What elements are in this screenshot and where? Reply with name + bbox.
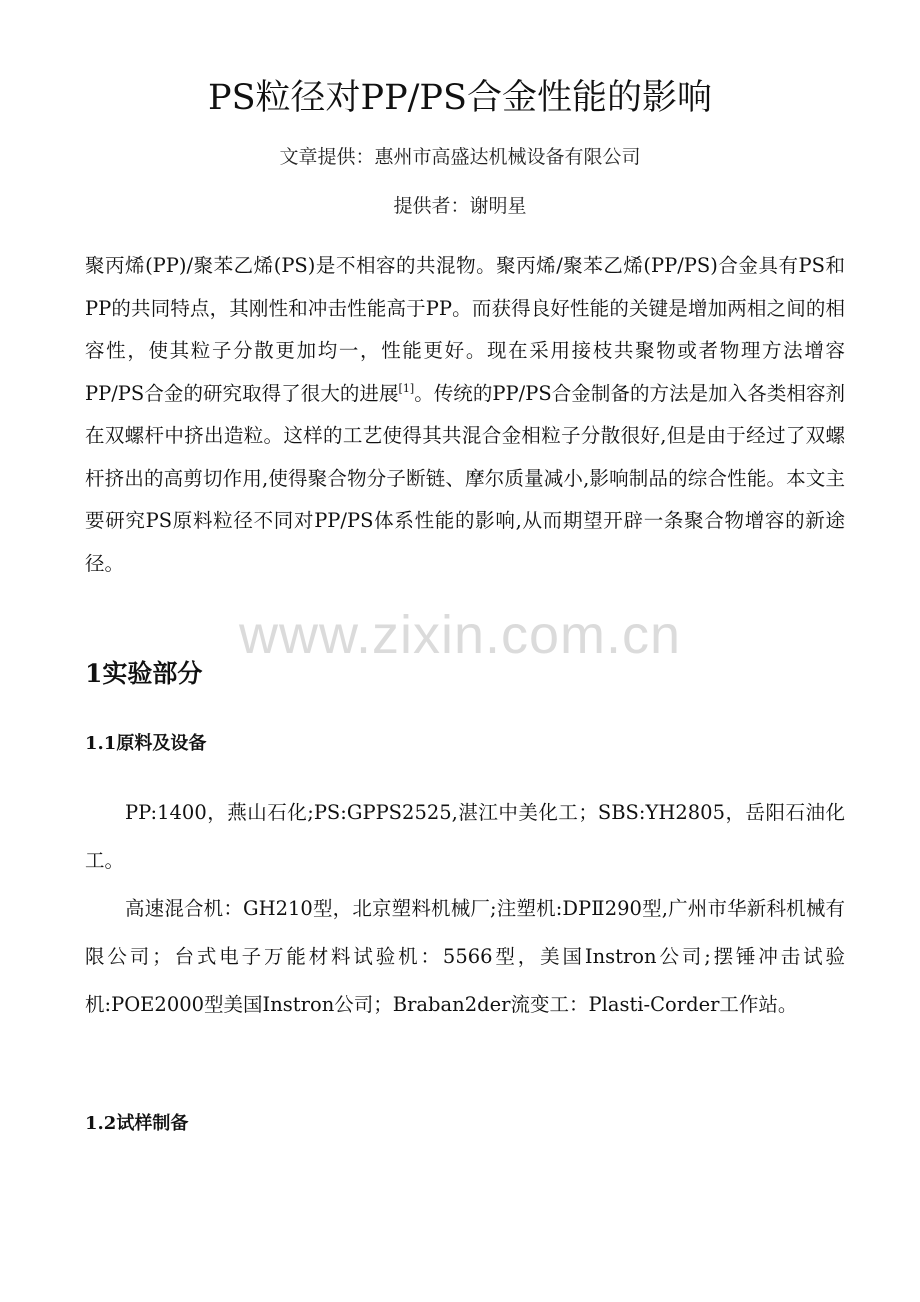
subsection-heading-sample-prep: 1.2试样制备 <box>85 1113 189 1134</box>
section-heading-experimental: 1实验部分 <box>85 659 203 688</box>
intro-text-part1: 聚丙烯(PP)/聚苯乙烯(PS)是不相容的共混物。聚丙烯/聚苯乙烯(PP/PS)合金具有PS和PP的共同特点，其刚性和冲击性能高于PP。而获得良好性能的关键是增加两相之间的相容性，使其粒子分散更加均一，性能更好。现在采用接枝共聚物或者物理方法增容PP/PS合金的研究取得了很大的进展 <box>85 254 845 405</box>
author-line: 提供者：谢明星 <box>393 195 527 217</box>
provider-line: 文章提供：惠州市高盛达机械设备有限公司 <box>279 146 641 168</box>
subsection-heading-materials: 1.1原料及设备 <box>85 733 207 754</box>
citation-ref: [1] <box>398 381 415 395</box>
materials-paragraph: PP:1400，燕山石化;PS:GPPS2525,湛江中美化工；SBS:YH2805，岳阳石油化工。 <box>85 801 845 872</box>
intro-paragraph <box>85 245 845 585</box>
equipment-paragraph: 高速混合机：GH210型，北京塑料机械厂;注塑机:DPⅡ290型,广州市华新科机械有限公司；台式电子万能材料试验机：5566型，美国Instron公司;摆锤冲击试验机:POE2000型美国Instron公司；Braban2der流变工：Plasti-Corder工作站。 <box>85 897 845 1016</box>
intro-text-part2: 。传统的PP/PS合金制备的方法是加入各类相容剂在双螺杆中挤出造粒。这样的工艺使得其共混合金相粒子分散很好,但是由于经过了双螺杆挤出的高剪切作用,使得聚合物分子断链、摩尔质量减小,影响制品的综合性能。本文主要研究PS原料粒径不同对PP/PS体系性能的影响,从而期望开辟一条聚合物增容的新途径。 <box>85 381 845 575</box>
watermark: www.zixin.com.cn <box>238 605 682 665</box>
document-title: PS粒径对PP/PS合金性能的影响 <box>208 78 712 118</box>
